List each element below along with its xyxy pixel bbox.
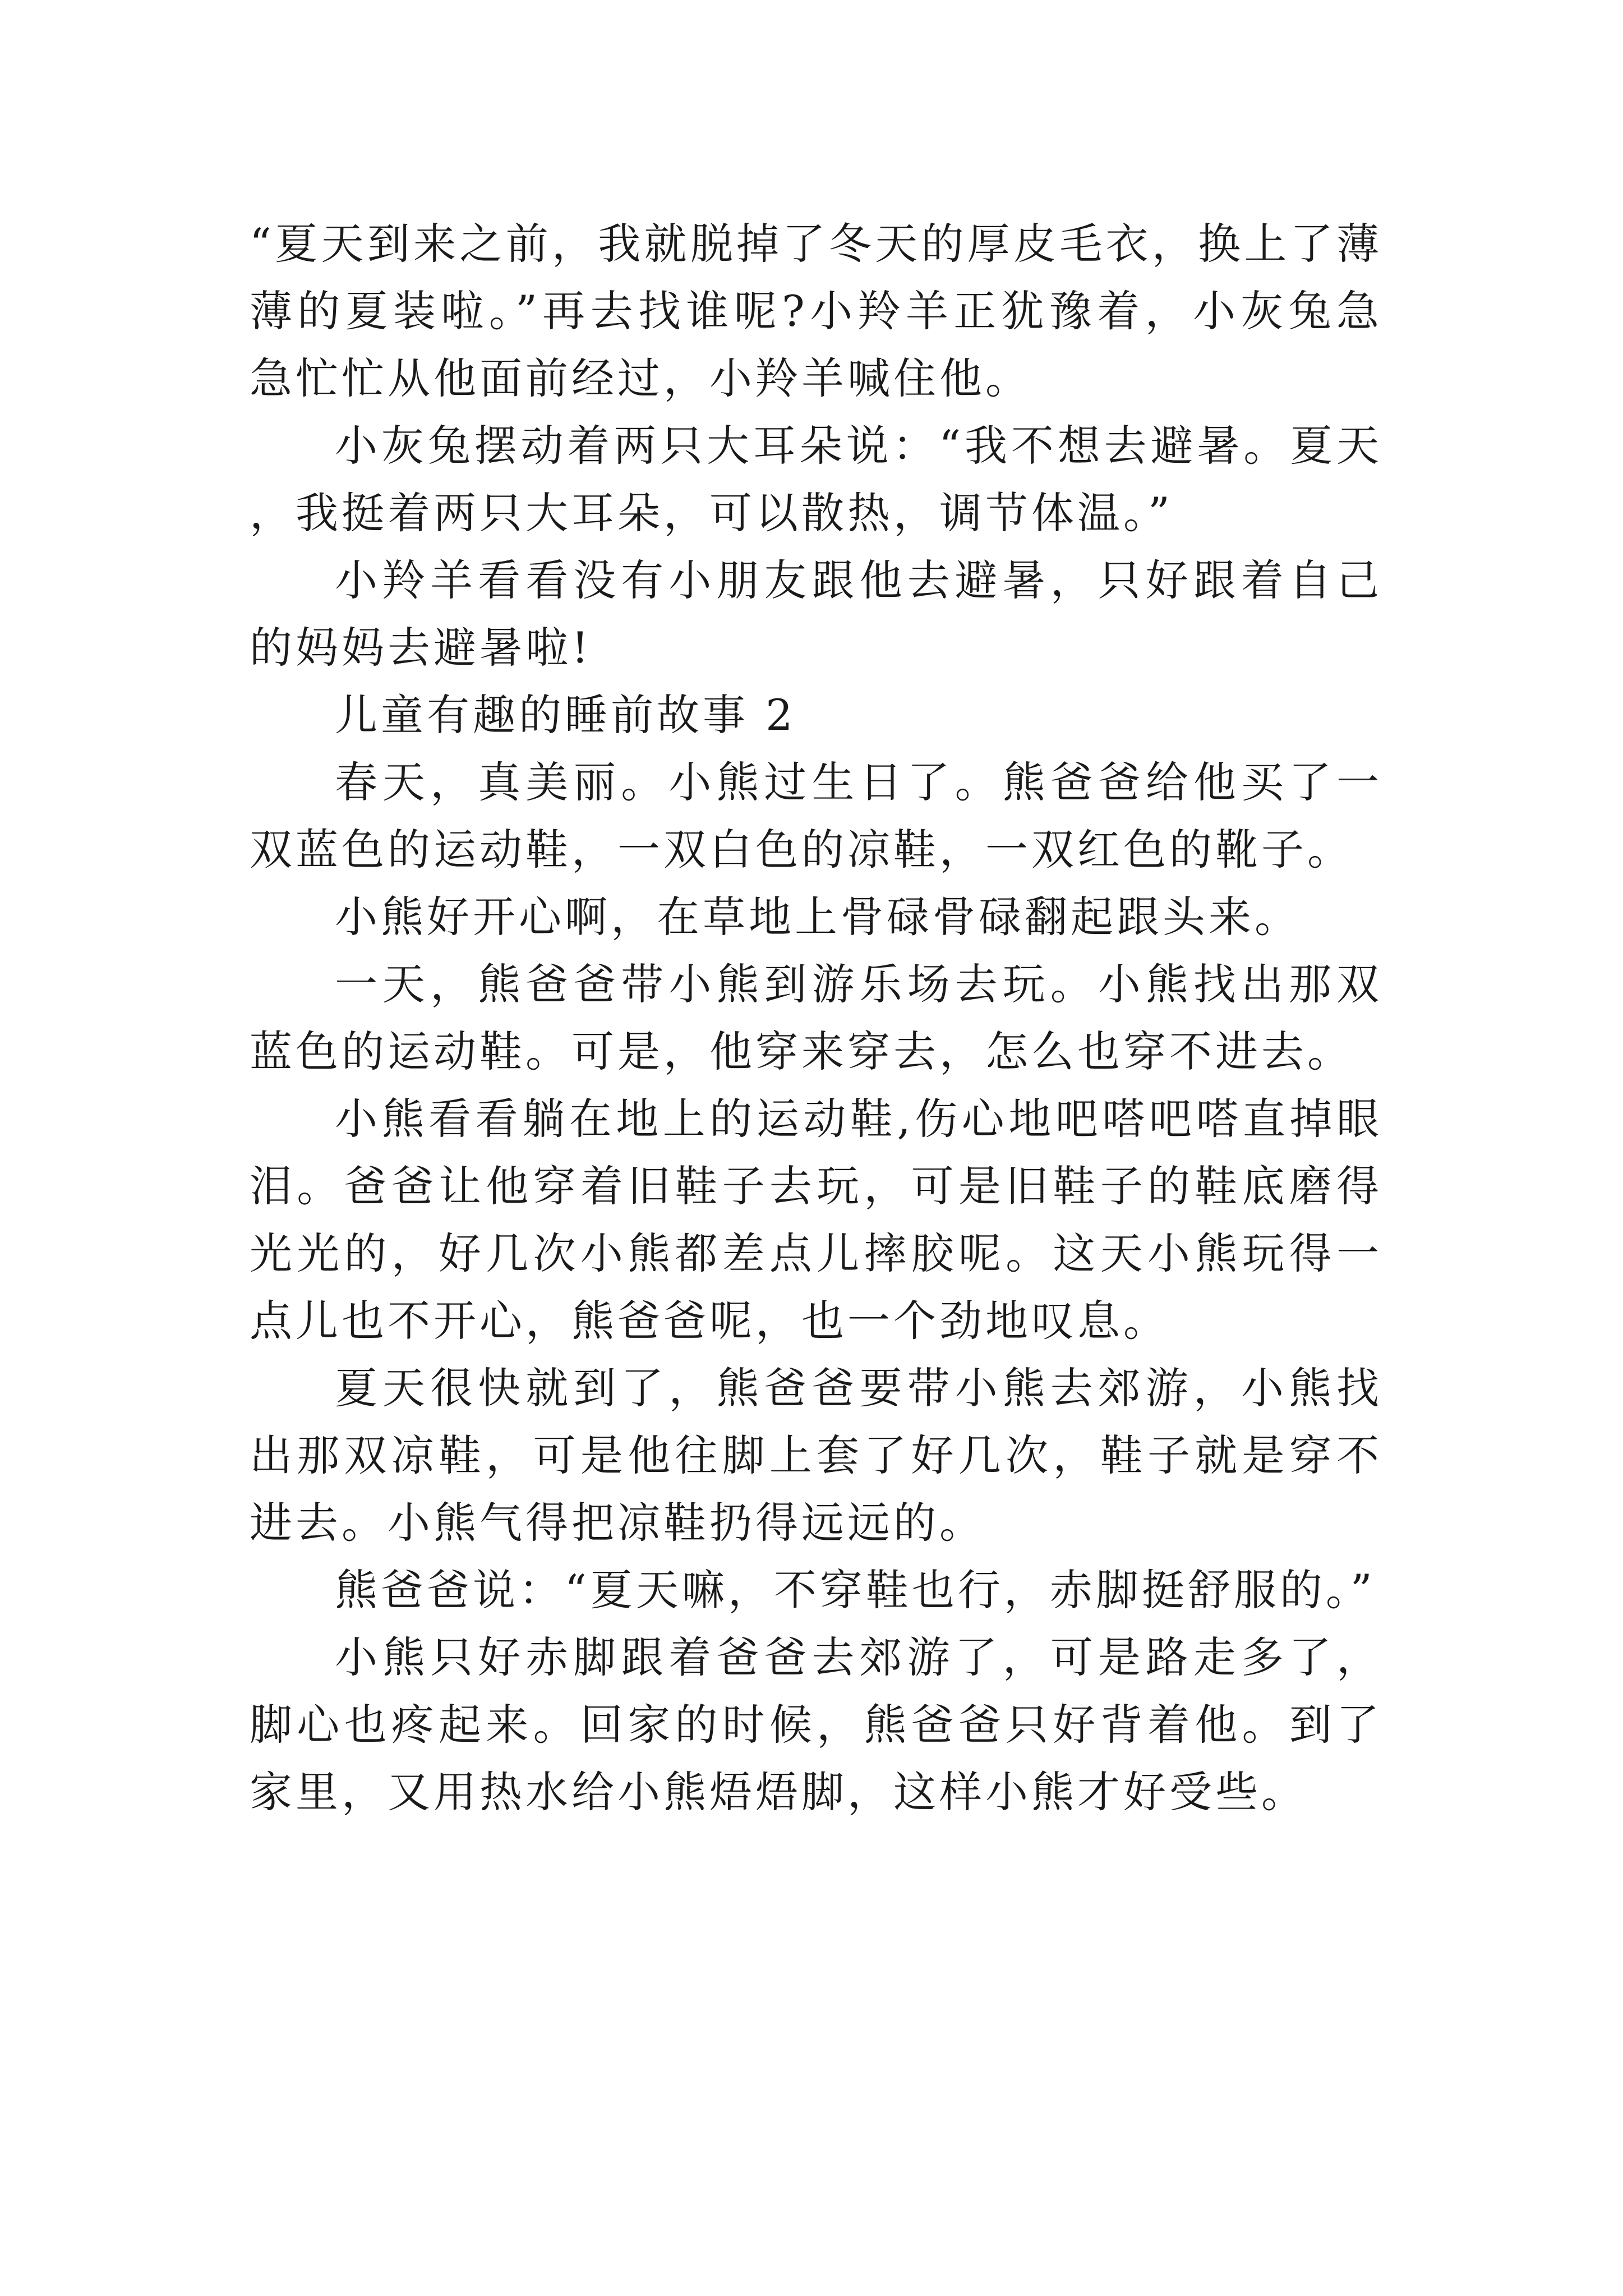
story-text (250, 210, 1382, 1826)
paragraph: “夏天到来之前，我就脱掉了冬天的厚皮毛衣，换上了薄薄的夏装啦。”再去找谁呢?小羚羊正犹豫着，小灰兔急急忙忙从他面前经过，小羚羊喊住他。 (250, 219, 1382, 403)
paragraph: 小羚羊看看没有小朋友跟他去避暑，只好跟着自己的妈妈去避暑啦! (250, 555, 1382, 673)
paragraph: 小熊好开心啊，在草地上骨碌骨碌翻起跟头来。 (335, 892, 1301, 942)
paragraph: 一天，熊爸爸带小熊到游乐场去玩。小熊找出那双蓝色的运动鞋。可是，他穿来穿去，怎么也穿不进去。 (250, 959, 1382, 1076)
paragraph: 小灰兔摆动着两只大耳朵说：“我不想去避暑。夏天，我挺着两只大耳朵，可以散热，调节体温。” (250, 421, 1382, 538)
paragraph: 小熊看看躺在地上的运动鞋,伤心地吧嗒吧嗒直掉眼泪。爸爸让他穿着旧鞋子去玩，可是旧鞋子的鞋底磨得光光的，好几次小熊都差点儿摔胶呢。这天小熊玩得一点儿也不开心，熊爸爸呢，也一个劲地叹息。 (250, 1094, 1382, 1346)
paragraph: 夏天很快就到了，熊爸爸要带小熊去郊游，小熊找出那双凉鞋，可是他往脚上套了好几次，鞋子就是穿不进去。小熊气得把凉鞋扔得远远的。 (250, 1363, 1382, 1548)
section-heading: 儿童有趣的睡前故事 2 (335, 690, 796, 740)
paragraph: 熊爸爸说：“夏天嘛，不穿鞋也行，赤脚挺舒服的。” (335, 1565, 1376, 1615)
paragraph: 小熊只好赤脚跟着爸爸去郊游了，可是路走多了，脚心也疼起来。回家的时候，熊爸爸只好背着他。到了家里，又用热水给小熊焐焐脚，这样小熊才好受些。 (250, 1632, 1382, 1817)
paragraph: 春天，真美丽。小熊过生日了。熊爸爸给他买了一双蓝色的运动鞋，一双白色的凉鞋，一双红色的靴子。 (250, 757, 1382, 875)
